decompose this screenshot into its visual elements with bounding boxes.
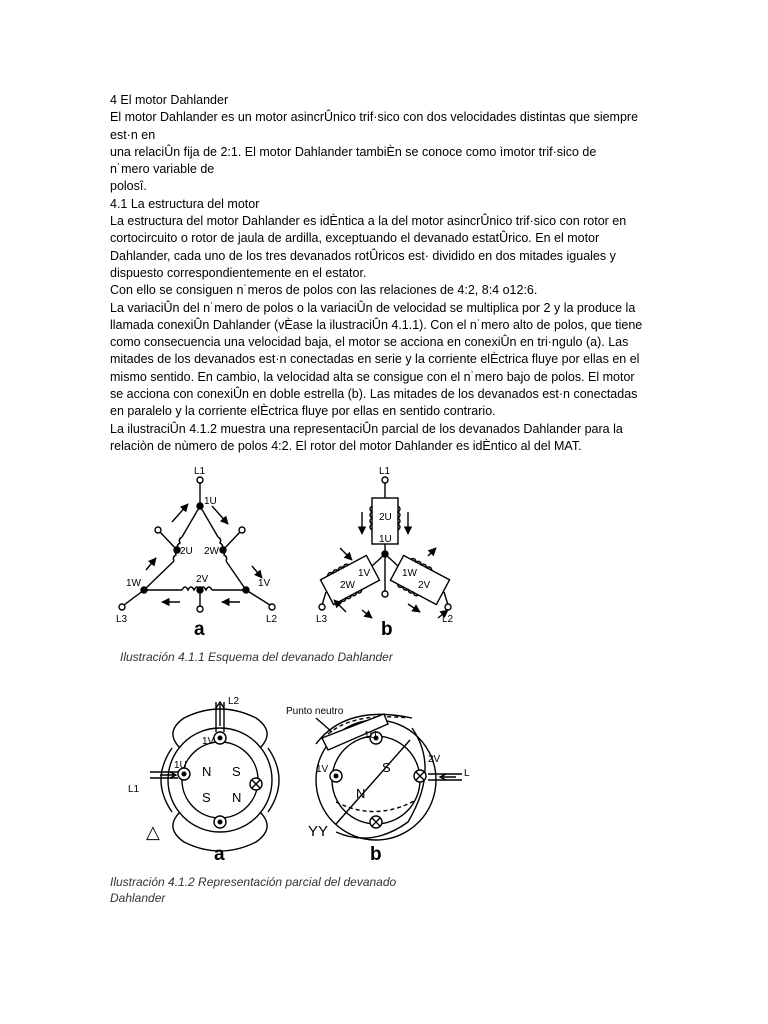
- text-line: cortocircuito o rotor de jaula de ardilla, exceptuando el devanado estatÛrico. En el motor: [110, 231, 600, 246]
- panel-b-winding: [316, 714, 462, 840]
- text-line: La ilustraciÛn 4.1.2 muestra una representaciÛn parcial de los devanados Dahlander para la: [110, 421, 623, 436]
- text-line: El motor Dahlander es un motor asincrÛnico trif·sico con dos velocidades distintas que siempre: [110, 110, 639, 125]
- label-2w: 2W: [204, 546, 219, 557]
- section-heading: 4 El motor Dahlander: [110, 93, 229, 107]
- label-2w: 2W: [340, 580, 355, 591]
- panel-a-letter: a: [214, 844, 225, 865]
- pole-n: N: [356, 786, 366, 801]
- figure-1-svg: [100, 462, 480, 672]
- label-1v: 1V: [202, 736, 215, 747]
- terminal-l: L: [464, 768, 470, 779]
- terminal-l1: L1: [128, 784, 140, 795]
- subsection-heading: 4.1 La estructura del motor: [110, 196, 260, 211]
- label-1u: 1U: [364, 730, 377, 741]
- label-2v: 2V: [418, 580, 431, 591]
- text-line: como consecuencia una velocidad baja, el motor se acciona en conexiÛn en tri·ngulo (a). Las: [110, 335, 629, 350]
- panel-b-letter: b: [381, 619, 393, 640]
- pole-n-bottom: N: [232, 790, 242, 805]
- label-1v: 1V: [258, 578, 271, 589]
- text-line: mitades de los devanados est·n conectadas en serie y la corriente elÈctrica fluye por ellas en el: [110, 352, 640, 367]
- text-line: mismo sentido. En cambio, la velocidad alta se consigue con el n˙mero bajo de polos. El motor: [110, 369, 635, 384]
- pole-s: S: [382, 760, 391, 775]
- terminal-l3: L3: [316, 614, 328, 625]
- terminal-l2: L2: [442, 614, 454, 625]
- label-1u: 1U: [204, 496, 217, 507]
- text-line: La variaciÛn del n˙mero de polos o la variaciÛn de velocidad se multiplica por 2 y la produce la: [110, 300, 636, 315]
- text-line: La estructura del motor Dahlander es idÈntica a la del motor asincrÛnico trif·sico con rotor en: [110, 214, 627, 229]
- panel-a-delta: [119, 477, 275, 612]
- panel-b-double-star: [319, 477, 451, 618]
- text-line: se acciona con conexiÛn en doble estrella (b). Las mitades de los devanados est·n conectadas: [110, 387, 638, 402]
- terminal-l2: L2: [266, 614, 278, 625]
- text-line: est·n en: [110, 127, 156, 142]
- figure-caption: Ilustración 4.1.1 Esquema del devanado Dahlander: [120, 650, 393, 664]
- pole-n-top: N: [202, 764, 212, 779]
- figure-partial-winding: [110, 688, 490, 913]
- panel-b-letter: b: [370, 844, 382, 865]
- figure-caption-line-2: Dahlander: [110, 891, 166, 905]
- label-1w: 1W: [126, 578, 141, 589]
- text-line: llamada conexiÛn Dahlander (vÈase la ilustraciÛn 4.1.1). Con el n˙mero alto de polos, que tiene: [110, 317, 643, 332]
- terminal-l2: L2: [228, 696, 240, 707]
- terminal-l3: L3: [116, 614, 128, 625]
- text-line: en paralelo y la corriente elÈctrica fluye por ellas en sentido contrario.: [110, 404, 496, 419]
- pole-s-bottom: S: [202, 790, 211, 805]
- label-1u: 1U: [379, 534, 392, 545]
- text-line: polosî.: [110, 179, 147, 194]
- label-1u: 1U: [174, 760, 187, 771]
- text-line: Con ello se consiguen n˙meros de polos con las relaciones de 4:2, 8:4 o12:6.: [110, 283, 538, 298]
- label-1w: 1W: [402, 568, 417, 579]
- text-line: dispuesto correspondientemente en el estator.: [110, 265, 367, 280]
- label-2u: 2U: [180, 546, 193, 557]
- panel-a-letter: a: [194, 619, 205, 640]
- neutral-point-label: Punto neutro: [286, 706, 344, 717]
- delta-symbol: △: [146, 822, 160, 842]
- label-1v: 1V: [358, 568, 371, 579]
- panel-b-labels: [286, 706, 470, 865]
- terminal-l1: L1: [379, 466, 391, 477]
- label-1v: 1V: [316, 764, 329, 775]
- figure-dahlander-schematic: [100, 462, 480, 672]
- label-2v: 2V: [196, 574, 209, 585]
- pole-s-top: S: [232, 764, 241, 779]
- text-line: Dahlander, cada uno de los tres devanados rotÛricos est· dividido en dos mitades iguales y: [110, 248, 616, 263]
- panel-a-winding: [150, 702, 279, 851]
- label-2v: 2V: [428, 754, 441, 765]
- terminal-l1: L1: [194, 466, 206, 477]
- double-star-symbol: YY: [308, 823, 329, 840]
- figure-2-svg: [110, 688, 490, 913]
- text-line: n˙mero variable de: [110, 162, 215, 177]
- figure-caption-line-1: Ilustración 4.1.2 Representación parcial del devanado: [110, 875, 397, 889]
- panel-a-labels: [116, 466, 278, 640]
- text-line: relaciòn de nùmero de polos 4:2. El rotor del motor Dahlander es idÈntico al del MAT.: [110, 438, 582, 453]
- text-line: una relaciÛn fija de 2:1. El motor Dahlander tambiÈn se conoce como ìmotor trif·sico de: [110, 144, 597, 159]
- document-text: [110, 92, 670, 455]
- label-2u: 2U: [379, 512, 392, 523]
